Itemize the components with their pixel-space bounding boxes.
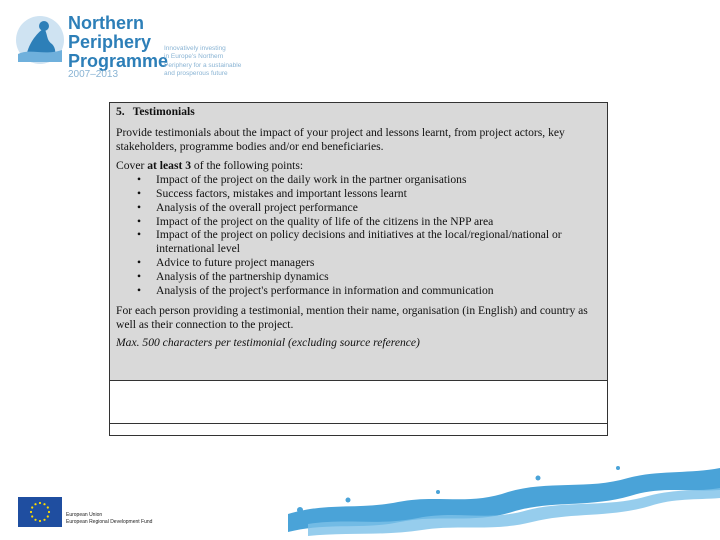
intro-text: Provide testimonials about the impact of your project and lessons learnt, from project actors, key stakeholders, programme bodies and/or end beneficiaries. bbox=[116, 125, 565, 153]
tagline-line: Periphery for a sustainable bbox=[164, 61, 242, 69]
cover-suffix: of the following points: bbox=[191, 159, 304, 173]
list-item: • Advice to future project managers bbox=[156, 256, 601, 270]
npp-logo-icon bbox=[14, 14, 66, 66]
programme-name-line: Periphery bbox=[68, 32, 152, 52]
npp-logo bbox=[14, 14, 264, 84]
cover-prefix: Cover bbox=[116, 159, 148, 173]
list-item: • Impact of the project on the quality of life of the citizens in the NPP area bbox=[156, 215, 601, 229]
eu-flag-icon bbox=[18, 497, 62, 527]
list-item: • Success factors, mistakes and important lessons learnt bbox=[156, 187, 601, 201]
list-item: • Analysis of the partnership dynamics bbox=[156, 270, 601, 284]
programme-years: 2007–2013 bbox=[68, 69, 119, 80]
testimonials-form bbox=[109, 102, 608, 436]
closing-instruction: For each person providing a testimonial, mention their name, organisation (in English) and country as well as their connection to the project. bbox=[116, 304, 588, 332]
section-number: 5. bbox=[116, 105, 125, 118]
list-item: • Analysis of the project's performance in information and communication bbox=[156, 284, 601, 298]
list-item: • Impact of the project on the daily work in the partner organisations bbox=[156, 173, 601, 187]
programme-name-line: Northern bbox=[68, 13, 144, 33]
tagline-line: Innovatively investing bbox=[164, 45, 226, 52]
form-instructions bbox=[110, 103, 607, 381]
section-heading bbox=[116, 105, 601, 119]
testimonial-answer-field[interactable] bbox=[110, 381, 607, 424]
programme-tagline bbox=[164, 45, 274, 79]
cover-instruction bbox=[116, 159, 601, 173]
section-title: Testimonials bbox=[132, 105, 195, 118]
wave-decoration bbox=[288, 462, 720, 540]
character-limit-note: Max. 500 characters per testimonial (excluding source reference) bbox=[116, 335, 420, 349]
eu-funding-label bbox=[66, 512, 152, 526]
programme-name-line: Programme bbox=[68, 51, 169, 71]
eu-line: European Union bbox=[66, 512, 103, 518]
tagline-line: and prosperous future bbox=[164, 70, 228, 78]
eu-line: European Regional Development Fund bbox=[66, 519, 153, 525]
programme-name bbox=[68, 14, 168, 71]
list-item: • Impact of the project on policy decisions and initiatives at the local/regional/national or international level bbox=[156, 228, 601, 256]
tagline-line: in Europe's Northern bbox=[164, 53, 224, 61]
cover-emphasis: at least 3 bbox=[147, 159, 192, 173]
list-item: • Analysis of the overall project performance bbox=[156, 201, 601, 215]
points-list bbox=[116, 173, 601, 297]
